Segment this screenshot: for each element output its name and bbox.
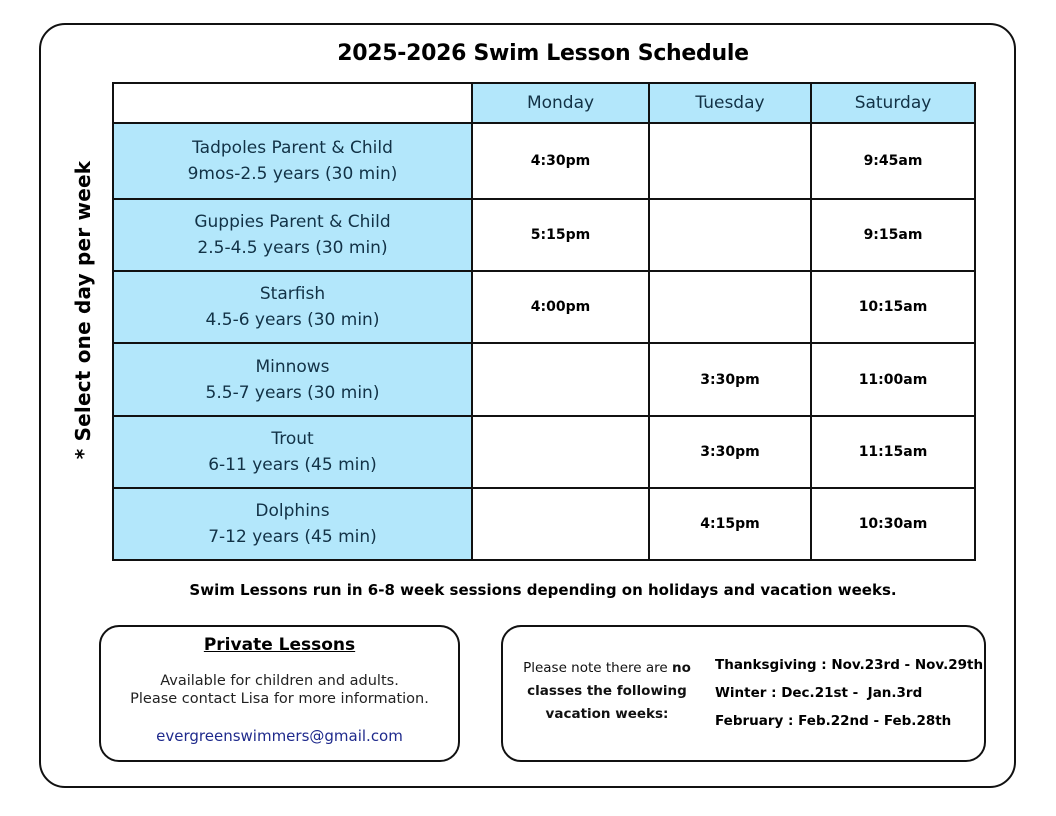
time-cell-monday: 5:15pm	[472, 199, 649, 271]
class-cell	[113, 271, 472, 343]
class-name: Trout	[271, 429, 314, 449]
class-cell	[113, 343, 472, 416]
private-lessons-heading: Private Lessons	[203, 635, 356, 655]
time-cell-saturday: 11:00am	[811, 343, 975, 416]
header-saturday: Saturday	[811, 83, 975, 123]
vacation-week-thanksgiving: Thanksgiving : Nov.23rd - Nov.29th	[715, 657, 984, 673]
private-lessons-box	[99, 625, 460, 762]
schedule-table	[112, 82, 976, 561]
private-lessons-line-1: Available for children and adults.	[160, 673, 399, 689]
class-age: 9mos-2.5 years (30 min)	[187, 164, 398, 184]
table-row	[113, 488, 975, 560]
time-cell-tuesday	[649, 123, 811, 199]
time-cell-monday	[472, 488, 649, 560]
sessions-note: Swim Lessons run in 6-8 week sessions depending on holidays and vacation weeks.	[189, 581, 897, 599]
header-tuesday: Tuesday	[649, 83, 811, 123]
time-cell-saturday: 11:15am	[811, 416, 975, 488]
table-row	[113, 271, 975, 343]
vacation-list	[715, 651, 984, 735]
table-row	[113, 123, 975, 199]
table-row	[113, 343, 975, 416]
class-cell	[113, 488, 472, 560]
private-lessons-line-2: Please contact Lisa for more information.	[130, 691, 429, 707]
class-age: 7-12 years (45 min)	[208, 527, 377, 547]
time-cell-tuesday: 3:30pm	[649, 343, 811, 416]
time-cell-tuesday: 4:15pm	[649, 488, 811, 560]
class-name: Tadpoles Parent & Child	[192, 138, 393, 158]
time-cell-monday	[472, 343, 649, 416]
vacation-intro-prefix: Please note there are	[523, 660, 673, 676]
contact-email[interactable]: evergreenswimmers@gmail.com	[156, 727, 403, 745]
header-monday: Monday	[472, 83, 649, 123]
class-cell	[113, 123, 472, 199]
time-cell-saturday: 9:15am	[811, 199, 975, 271]
class-age: 6-11 years (45 min)	[208, 455, 377, 475]
class-name: Dolphins	[255, 501, 330, 521]
vacation-weeks-box	[501, 625, 986, 762]
side-note-text: * Select one day per week	[71, 160, 95, 460]
class-cell	[113, 199, 472, 271]
table-row	[113, 199, 975, 271]
class-name: Starfish	[259, 284, 326, 304]
vacation-week-february: February : Feb.22nd - Feb.28th	[715, 713, 952, 729]
page-title: 2025-2026 Swim Lesson Schedule	[337, 41, 749, 66]
class-age: 4.5-6 years (30 min)	[205, 310, 380, 330]
time-cell-saturday: 9:45am	[811, 123, 975, 199]
class-name: Guppies Parent & Child	[194, 212, 391, 232]
class-cell	[113, 416, 472, 488]
time-cell-monday: 4:00pm	[472, 271, 649, 343]
vacation-intro-bold: no classes the following vacation weeks:	[527, 660, 691, 722]
time-cell-monday	[472, 416, 649, 488]
header-row	[113, 83, 975, 123]
class-age: 2.5-4.5 years (30 min)	[197, 238, 388, 258]
table-row	[113, 416, 975, 488]
time-cell-tuesday	[649, 199, 811, 271]
vacation-intro	[517, 657, 697, 726]
time-cell-tuesday	[649, 271, 811, 343]
time-cell-tuesday: 3:30pm	[649, 416, 811, 488]
time-cell-saturday: 10:15am	[811, 271, 975, 343]
class-age: 5.5-7 years (30 min)	[205, 382, 380, 403]
class-name: Minnows	[255, 356, 330, 377]
time-cell-saturday: 10:30am	[811, 488, 975, 560]
vacation-week-winter: Winter : Dec.21st - Jan.3rd	[715, 685, 923, 701]
header-blank	[113, 83, 472, 123]
time-cell-monday: 4:30pm	[472, 123, 649, 199]
